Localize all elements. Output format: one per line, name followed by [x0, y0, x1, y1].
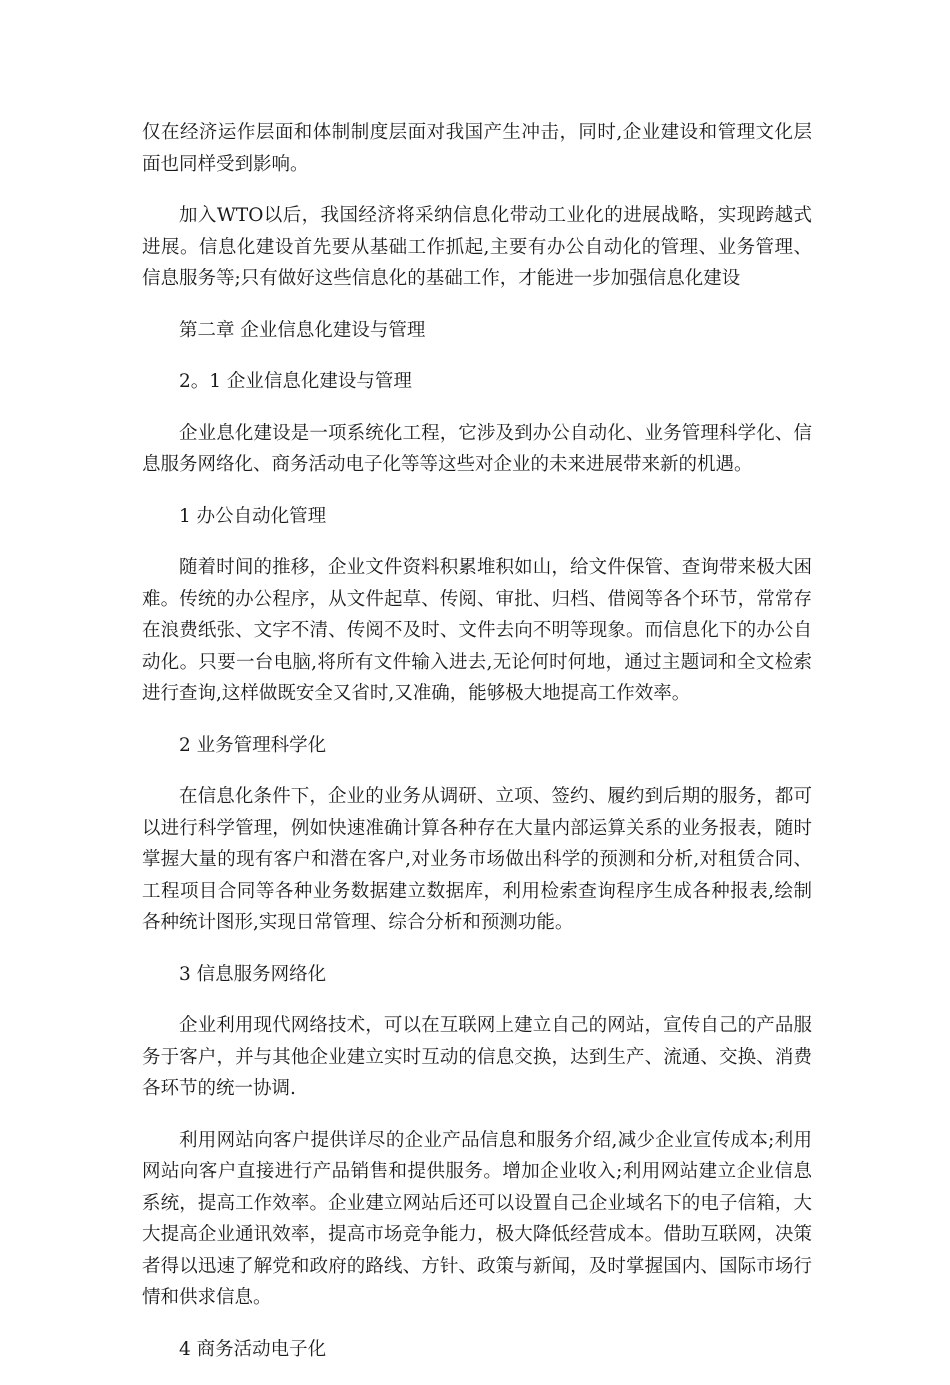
- section-heading: 2。1 企业信息化建设与管理: [179, 371, 412, 392]
- subsection-heading-office-automation: 1 办公自动化管理: [179, 505, 327, 527]
- paragraph-continuation: 仅在经济运作层面和体制制度层面对我国产生冲击，同时,企业建设和管理文化层面也同样受到影响。: [142, 122, 812, 175]
- paragraph-wto: 加入WTO以后，我国经济将采纳信息化带动工业化的进展战略，实现跨越式进展。信息化建设首先要从基础工作抓起,主要有办公自动化的管理、业务管理、信息服务等;只有做好这些信息化的基础工作，才能进一步加强信息化建设: [142, 205, 812, 289]
- subsection-heading-business-management: 2 业务管理科学化: [179, 734, 327, 756]
- chapter-heading: 第二章 企业信息化建设与管理: [179, 319, 426, 341]
- paragraph-intro: 企业息化建设是一项系统化工程，它涉及到办公自动化、业务管理科学化、信息服务网络化、商务活动电子化等等这些对企业的未来进展带来新的机遇。: [142, 422, 812, 475]
- paragraph-business-management: 在信息化条件下，企业的业务从调研、立项、签约、履约到后期的服务，都可以进行科学管理，例如快速准确计算各种存在大量内部运算关系的业务报表，随时掌握大量的现有客户和潜在客户,对业务市场做出科学的预测和分析,对租赁合同、工程项目合同等各种业务数据建立数据库，利用检索查询程序生成各种报表,绘制各种统计图形,实现日常管理、综合分析和预测功能。: [142, 786, 812, 933]
- paragraph-information-service: 企业利用现代网络技术，可以在互联网上建立自己的网站，宣传自己的产品服务于客户，并与其他企业建立实时互动的信息交换，达到生产、流通、交换、消费各环节的统一协调.: [142, 1015, 812, 1099]
- document-body: [142, 117, 812, 1385]
- subsection-heading-e-commerce: 4 商务活动电子化: [179, 1338, 327, 1360]
- paragraph-website-benefits: 利用网站向客户提供详尽的企业产品信息和服务介绍,减少企业宣传成本;利用网站向客户直接进行产品销售和提供服务。增加企业收入;利用网站建立企业信息系统，提高工作效率。企业建立网站后还可以设置自己企业域名下的电子信箱，大大提高企业通讯效率，提高市场竞争能力，极大降低经营成本。借助互联网，决策者得以迅速了解党和政府的路线、方针、政策与新闻，及时掌握国内、国际市场行情和供求信息。: [142, 1129, 812, 1308]
- paragraph-office-automation: 随着时间的推移，企业文件资料积累堆积如山，给文件保管、查询带来极大困难。传统的办公程序，从文件起草、传阅、审批、归档、借阅等各个环节，常常存在浪费纸张、文字不清、传阅不及时、文件去向不明等现象。而信息化下的办公自动化。只要一台电脑,将所有文件输入进去,无论何时何地，通过主题词和全文检索进行查询,这样做既安全又省时,又准确，能够极大地提高工作效率。: [142, 557, 812, 704]
- subsection-heading-information-service: 3 信息服务网络化: [179, 963, 327, 985]
